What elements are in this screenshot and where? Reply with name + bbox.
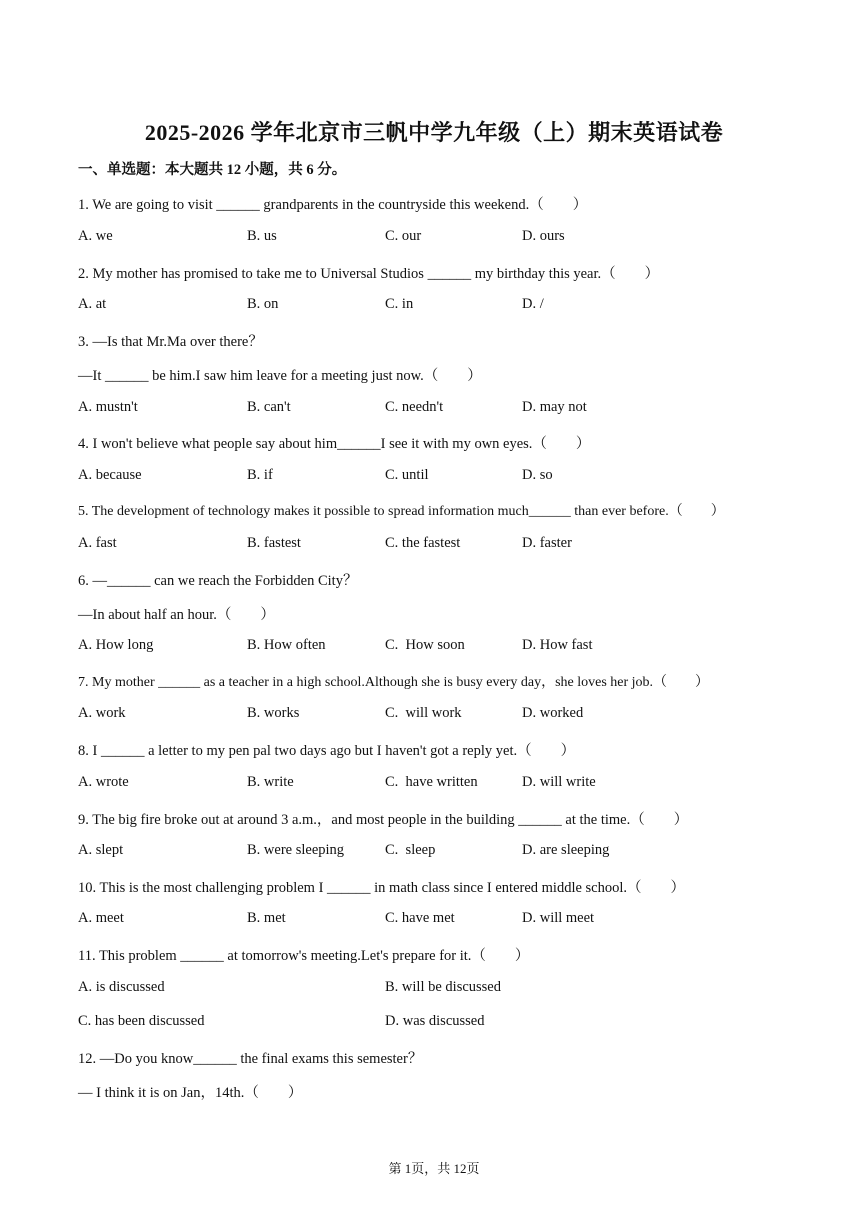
question-9-stem: 9. The big fire broke out at around 3 a.m.，and most people in the building ______ at the time.（ ） xyxy=(78,812,689,828)
question-2-option-d: D. / xyxy=(522,296,544,312)
question-4-option-a: A. because xyxy=(78,467,142,483)
exam-title: 2025-2026 学年北京市三帆中学九年级（上）期末英语试卷 xyxy=(144,120,724,145)
question-3-option-a: A. mustn't xyxy=(78,399,138,415)
question-11-stem: 11. This problem ______ at tomorrow's meeting.Let's prepare for it.（ ） xyxy=(78,948,530,964)
question-1-option-d: D. ours xyxy=(522,228,565,244)
question-6-stem-line-2: —In about half an hour.（ ） xyxy=(78,607,275,623)
question-7-option-c: C. will work xyxy=(385,705,462,721)
question-11-option-d: D. was discussed xyxy=(385,1013,485,1029)
question-9-option-b: B. were sleeping xyxy=(247,842,345,858)
question-1-option-a: A. we xyxy=(78,228,113,244)
question-9-option-a: A. slept xyxy=(78,842,124,858)
question-4-option-c: C. until xyxy=(385,467,429,483)
question-1-option-c: C. our xyxy=(385,228,422,244)
question-11-option-a: A. is discussed xyxy=(78,979,165,995)
question-3-option-c: C. needn't xyxy=(385,399,444,415)
question-5-stem: 5. The development of technology makes it possible to spread information much______ than ever before.（ ） xyxy=(78,504,725,519)
question-10-option-b: B. met xyxy=(247,910,286,926)
question-8-option-b: B. write xyxy=(247,774,294,790)
question-1-stem: 1. We are going to visit ______ grandparents in the countryside this weekend.（ ） xyxy=(78,197,588,213)
question-3-option-d: D. may not xyxy=(522,399,587,415)
question-7-stem: 7. My mother ______ as a teacher in a high school.Although she is busy every day，she loves her job.（ ） xyxy=(78,675,710,690)
question-6-option-d: D. How fast xyxy=(522,637,593,653)
question-2-option-c: C. in xyxy=(385,296,414,312)
page-footer: 第 1页，共 12页 xyxy=(388,1161,480,1176)
question-11-option-c: C. has been discussed xyxy=(78,1013,205,1029)
question-3-stem-line-2: —It ______ be him.I saw him leave for a meeting just now.（ ） xyxy=(78,368,482,384)
section-heading: 一、单选题：本大题共 12 小题，共 6 分。 xyxy=(78,162,347,178)
question-2-option-b: B. on xyxy=(247,296,279,312)
question-7-option-a: A. work xyxy=(78,705,126,721)
question-4-option-b: B. if xyxy=(247,467,273,483)
question-12-stem: 12. —Do you know______ the final exams this semester？ xyxy=(78,1051,423,1067)
question-9-option-d: D. are sleeping xyxy=(522,842,610,858)
question-8-option-c: C. have written xyxy=(385,774,478,790)
question-8-option-d: D. will write xyxy=(522,774,596,790)
question-4-option-d: D. so xyxy=(522,467,553,483)
question-5-option-b: B. fastest xyxy=(247,535,301,551)
question-9-option-c: C. sleep xyxy=(385,842,436,858)
question-2-option-a: A. at xyxy=(78,296,107,312)
question-7-option-d: D. worked xyxy=(522,705,584,721)
question-7-option-b: B. works xyxy=(247,705,300,721)
question-8-stem: 8. I ______ a letter to my pen pal two days ago but I haven't got a reply yet.（ ） xyxy=(78,743,576,759)
question-10-option-a: A. meet xyxy=(78,910,124,926)
question-6-stem: 6. —______ can we reach the Forbidden City？ xyxy=(78,573,358,589)
question-6-option-a: A. How long xyxy=(78,637,154,653)
question-2-stem: 2. My mother has promised to take me to Universal Studios ______ my birthday this year.（ ） xyxy=(78,266,660,282)
question-12-stem-line-2: — I think it is on Jan，14th.（ ） xyxy=(78,1085,303,1101)
question-6-option-c: C. How soon xyxy=(385,637,465,653)
question-1-option-b: B. us xyxy=(247,228,277,244)
question-10-option-d: D. will meet xyxy=(522,910,595,926)
question-5-option-d: D. faster xyxy=(522,535,572,551)
question-3-option-b: B. can't xyxy=(247,399,291,415)
question-4-stem: 4. I won't believe what people say about him______I see it with my own eyes.（ ） xyxy=(78,436,591,452)
question-10-option-c: C. have met xyxy=(385,910,455,926)
question-10-stem: 10. This is the most challenging problem I ______ in math class since I entered middle school.（ ） xyxy=(78,880,686,896)
question-8-option-a: A. wrote xyxy=(78,774,129,790)
question-11-option-b: B. will be discussed xyxy=(385,979,501,995)
question-3-stem: 3. —Is that Mr.Ma over there？ xyxy=(78,334,263,350)
question-5-option-a: A. fast xyxy=(78,535,117,551)
question-6-option-b: B. How often xyxy=(247,637,326,653)
question-5-option-c: C. the fastest xyxy=(385,535,461,551)
